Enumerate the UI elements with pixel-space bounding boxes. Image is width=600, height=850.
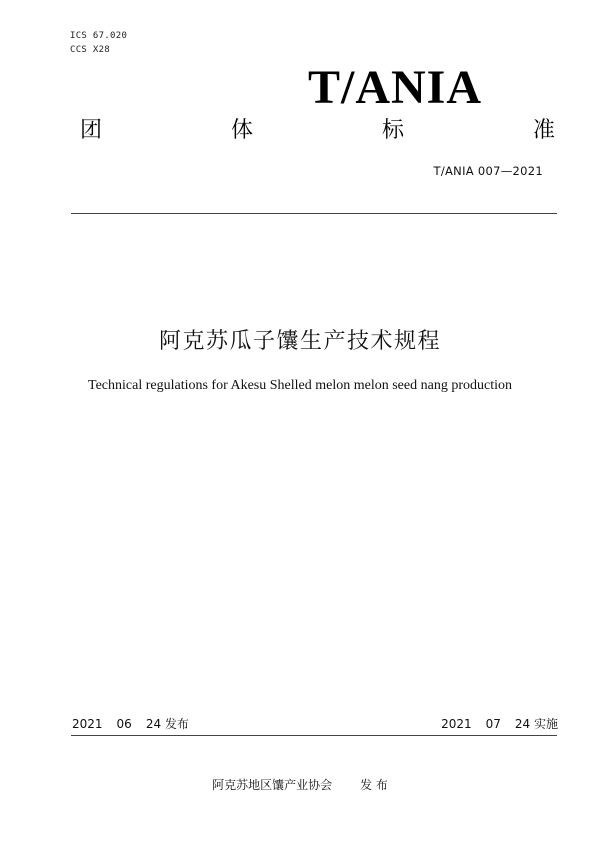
implement-day-label: 24 实施 — [514, 717, 558, 731]
standard-type-char: 团 — [80, 118, 103, 143]
document-title-english: Technical regulations for Akesu Shelled melon melon seed nang production — [88, 378, 512, 393]
ics-code: ICS 67.020 — [70, 31, 128, 41]
publisher-line — [0, 777, 600, 793]
implement-month: 07 — [485, 717, 501, 731]
issue-year: 2021 — [72, 717, 103, 731]
standard-type-char: 标 — [381, 118, 404, 143]
issue-month: 06 — [116, 717, 132, 731]
implement-year: 2021 — [441, 717, 472, 731]
issue-day-label: 24 发布 — [145, 717, 189, 731]
standard-number: T/ANIA 007—2021 — [433, 164, 543, 178]
issue-date — [72, 716, 189, 732]
top-divider — [71, 213, 557, 214]
standard-type-heading — [80, 116, 555, 146]
publisher-name: 阿克苏地区馕产业协会 — [212, 778, 333, 792]
standard-type-char: 体 — [230, 118, 253, 143]
classification-codes — [70, 29, 127, 57]
bottom-divider — [71, 735, 557, 736]
implementation-date — [441, 716, 558, 732]
standard-type-char: 准 — [532, 118, 555, 143]
organization-logo: T/ANIA — [308, 61, 483, 114]
document-title-chinese: 阿克苏瓜子馕生产技术规程 — [158, 329, 441, 354]
publisher-action: 发 布 — [360, 778, 388, 792]
ccs-code: CCS X28 — [70, 45, 111, 55]
